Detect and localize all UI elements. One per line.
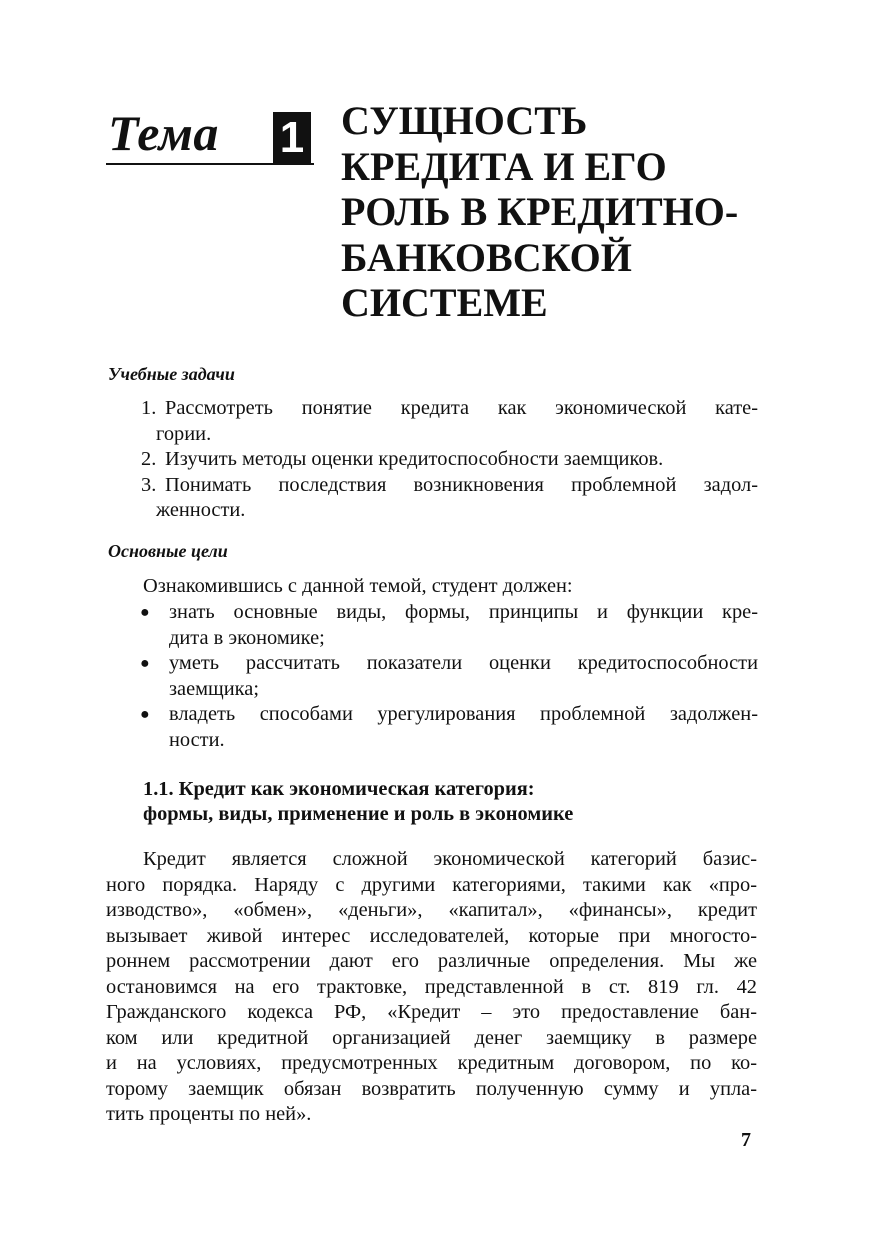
main-goals-intro: Ознакомившись с данной темой, студент должен: [143, 575, 573, 597]
paragraph-line: тить проценты по ней». [106, 1103, 312, 1125]
list-item-line: владеть способами урегулирования проблемной задолжен- [169, 703, 758, 725]
chapter-title-line: РОЛЬ В КРЕДИТНО- [341, 189, 739, 234]
bullet-icon: ● [140, 706, 150, 723]
paragraph-line: изводство», «обмен», «деньги», «капитал», «финансы», кредит [106, 899, 757, 921]
paragraph-line: и на условиях, предусмотренных кредитным договором, по ко- [106, 1052, 757, 1074]
paragraph-line: Кредит является сложной экономической категорий базис- [143, 848, 757, 870]
list-item [141, 447, 758, 473]
section-title-line: 1.1. Кредит как экономическая категория: [143, 778, 535, 800]
paragraph-line: вызывает живой интерес исследователей, которые при многосто- [106, 924, 757, 947]
list-item [138, 600, 758, 651]
list-item-line: ности. [169, 728, 225, 751]
chapter-number-badge: 1 [273, 112, 311, 164]
main-goals-heading: Основные цели [108, 541, 228, 561]
list-item [141, 473, 758, 524]
page-number: 7 [741, 1129, 751, 1151]
chapter-title-line: БАНКОВСКОЙ [341, 234, 632, 280]
section-title-line: формы, виды, применение и роль в экономике [143, 803, 574, 825]
chapter-title-line: СУЩНОСТЬ [341, 98, 588, 143]
learning-tasks-heading: Учебные задачи [108, 364, 235, 384]
paragraph-line: Гражданского кодекса РФ, «Кредит – это предоставление бан- [106, 1001, 757, 1023]
list-item-line: уметь рассчитать показатели оценки кредитоспособности [169, 652, 758, 674]
paragraph-line: торому заемщик обязан возвратить полученную сумму и упла- [106, 1077, 757, 1100]
learning-tasks-list [141, 396, 758, 524]
bullet-icon: ● [140, 604, 150, 621]
list-item-line: дита в экономике; [169, 626, 325, 649]
chapter-title-line: КРЕДИТА И ЕГО [341, 143, 667, 189]
list-item-line: гории. [156, 422, 212, 445]
chapter-title [341, 98, 801, 326]
list-item [138, 651, 758, 702]
list-item-line: женности. [156, 499, 246, 521]
section-title [143, 777, 573, 827]
paragraph-line: ком или кредитной организацией денег заемщику в размере [106, 1026, 757, 1049]
chapter-label: Тема [108, 105, 219, 161]
list-item [138, 702, 758, 753]
main-goals-list [138, 600, 758, 753]
paragraph-line: ного порядка. Наряду с другими категориями, такими как «про- [106, 873, 757, 896]
paragraph-line: роннем рассмотрении дают его различные определения. Мы же [106, 950, 757, 972]
body-paragraph [106, 847, 757, 1128]
list-item-line: 1. Рассмотреть понятие кредита как экономической кате- [141, 397, 758, 419]
list-item-line: знать основные виды, формы, принципы и функции кре- [169, 601, 758, 623]
chapter-title-line: СИСТЕМЕ [341, 280, 548, 325]
bullet-icon: ● [140, 655, 150, 672]
list-item [141, 396, 758, 447]
list-item-line: 2. Изучить методы оценки кредитоспособности заемщиков. [141, 448, 664, 470]
list-item-line: 3. Понимать последствия возникновения проблемной задол- [141, 473, 758, 496]
list-item-line: заемщика; [169, 677, 259, 700]
paragraph-line: остановимся на его трактовке, представленной в ст. 819 гл. 42 [106, 975, 757, 998]
